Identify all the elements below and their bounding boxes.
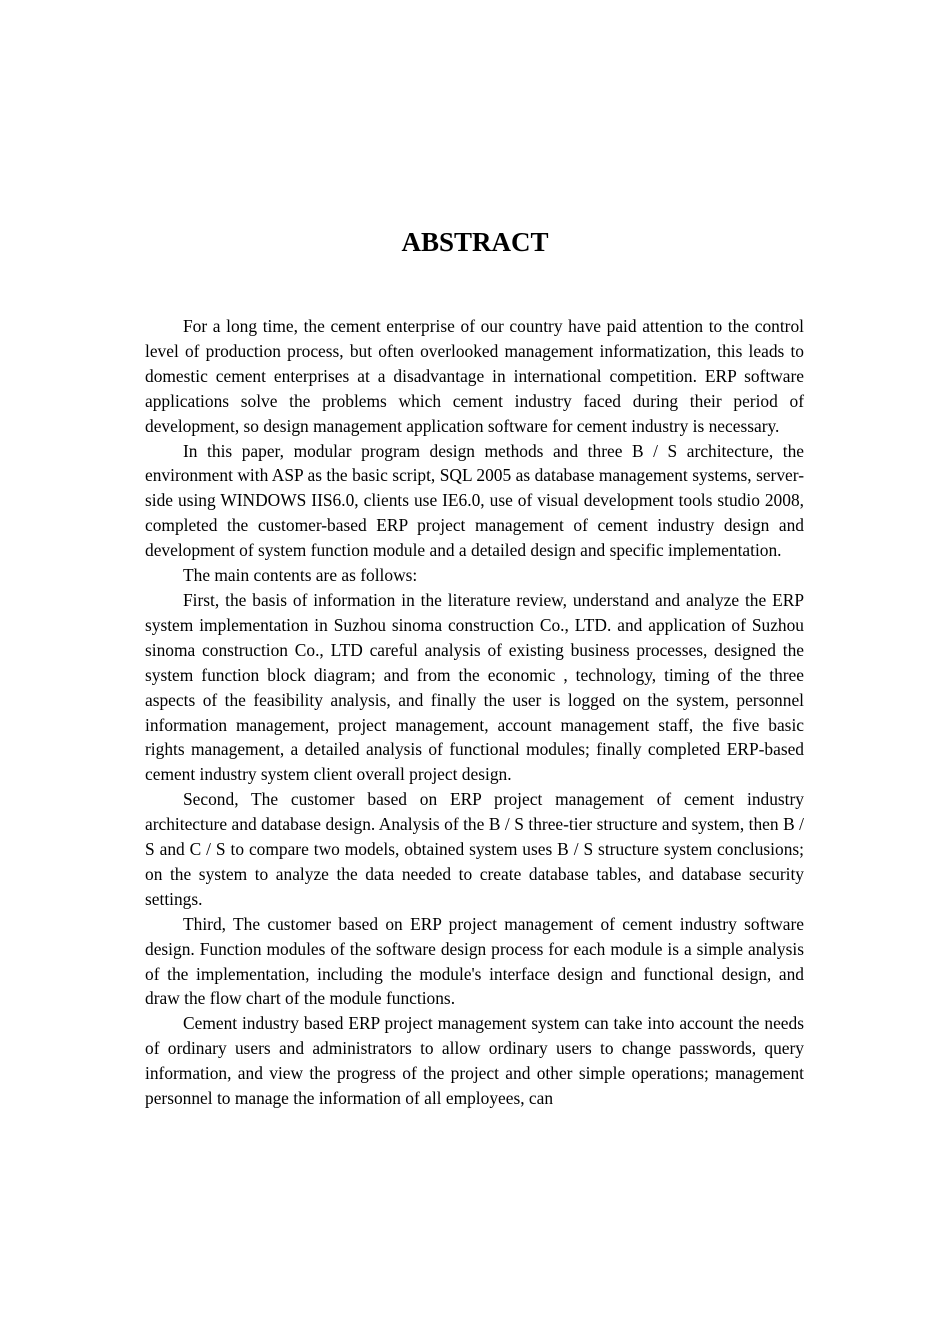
paragraph-third: Third, The customer based on ERP project management of cement industry software design. Function modules of the software design process for each module is a simple analysis of the implementation, including the module's interface design and functional design, and draw the flow chart of the module functions. [145,913,804,1009]
paragraph-methods: In this paper, modular program design methods and three B / S architecture, the environment with ASP as the basic script, SQL 2005 as database management systems, server-side using WINDOWS IIS6.0, clients use IE6.0, use of visual development tools studio 2008, completed the customer-based ERP project management of cement industry design and development of system function module and a detailed design and specific implementation. [145,440,804,561]
paragraph-first: First, the basis of information in the literature review, understand and analyze the ERP system implementation in Suzhou sinoma construction Co., LTD. and application of Suzhou sinoma construction Co., LTD careful analysis of existing business processes, designed the system function block diagram; and from the economic , technology, timing of the three aspects of the feasibility analysis, and finally the user is logged on the system, personnel information management, project management, account management staff, the five basic rights management, a detailed analysis of functional modules; finally completed ERP-based cement industry system client overall project design. [145,589,804,785]
page-title: ABSTRACT [401,227,549,257]
paragraph-second: Second, The customer based on ERP project management of cement industry architecture and database design. Analysis of the B / S three-tier structure and system, then B / S and C / S to compare two models, obtained system uses B / S structure system conclusions; on the system to analyze the data needed to create database tables, and database security settings. [145,789,804,909]
paragraph-contents-intro: The main contents are as follows: [183,565,418,586]
paragraph-background: For a long time, the cement enterprise of our country have paid attention to the control level of production process, but often overlooked management informatization, this leads to domestic cement enterprises at a disadvantage in international competition. ERP software applications solve the problems which cement industry faced during their period of development, so design management application software for cement industry is necessary. [145,316,804,436]
paragraph-summary: Cement industry based ERP project management system can take into account the needs of ordinary users and administrators to allow ordinary users to change passwords, query information, and view the progress of the project and other simple operations; management personnel to manage the information of all employees, can [145,1013,804,1109]
abstract-body [145,314,804,1111]
